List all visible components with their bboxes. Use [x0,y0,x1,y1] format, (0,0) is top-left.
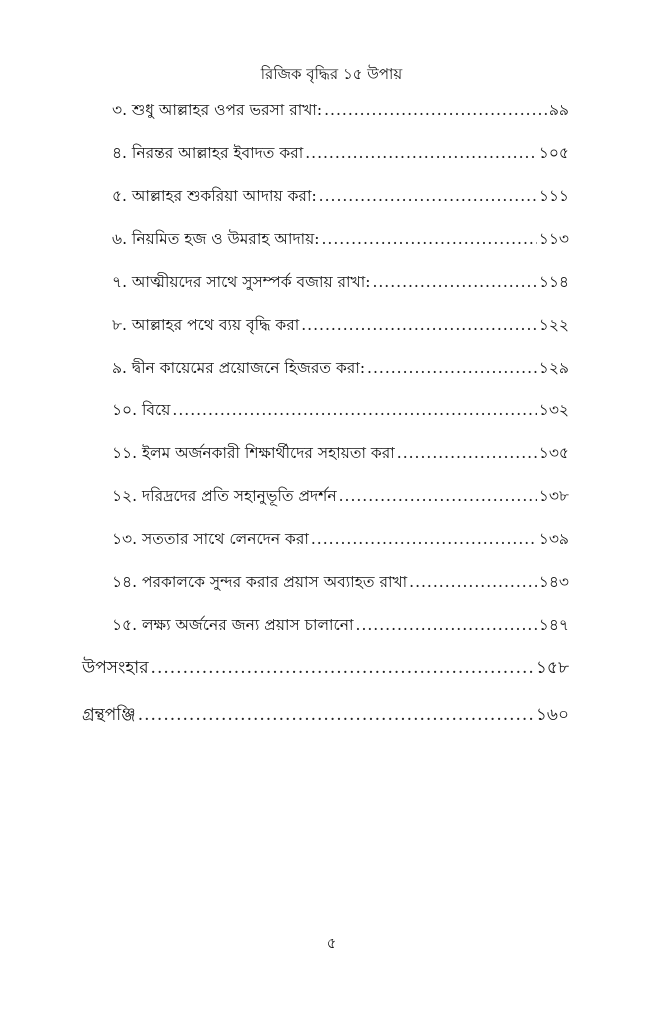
page-number: ৫ [326,934,337,952]
toc-entry-label: ১৫. লক্ষ্য অর্জনের জন্য প্রয়াস চালানো [112,616,354,634]
toc-entry-label: ৩. শুধু আল্লাহর ওপর ভরসা রাখা: [112,101,323,119]
toc-entry-label: উপসংহার [82,658,149,678]
toc-entry[interactable] [112,356,569,384]
toc-entry[interactable] [112,313,569,341]
toc-entry[interactable] [112,98,569,126]
toc-entry[interactable] [112,441,569,469]
toc-entry[interactable] [112,184,569,212]
toc-entry-page: ১৩৯ [538,530,569,548]
toc-entry-page: ১১১ [538,187,569,205]
toc-entry-label: ৯. দ্বীন কায়েমের প্রয়োজনে হিজরত করা: [112,359,366,377]
leader-dots [321,230,536,248]
running-header: রিজিক বৃদ্ধির ১৫ উপায় [260,65,403,83]
toc-entry-page: ১৩২ [538,401,569,419]
leader-dots [367,359,537,377]
toc-entry-page: ১৫৮ [535,658,569,678]
leader-dots [339,487,537,505]
toc-entry-label: ১১. ইলম অর্জনকারী শিক্ষার্থীদের সহায়তা করা [112,444,395,462]
toc-entry-label: গ্রন্থপঞ্জি [82,705,136,725]
leader-dots [305,144,537,162]
toc-entry[interactable] [112,527,569,555]
leader-dots [172,401,536,419]
leader-dots [319,187,537,205]
toc-entry-bibliography[interactable] [82,702,569,730]
leader-dots [409,573,537,591]
toc-entry-label: ১০. বিয়ে [112,401,171,419]
toc-entry-label: ৮. আল্লাহর পথে ব্যয় বৃদ্ধি করা [112,316,300,334]
leader-dots [311,530,537,548]
toc-entry-label: ৪. নিরন্তর আল্লাহর ইবাদত করা [112,144,304,162]
toc-entry-page: ১৬০ [535,705,569,725]
toc-entry-conclusion[interactable] [82,655,569,683]
toc-entry-label: ৭. আত্মীয়দের সাথে সুসম্পর্ক বজায় রাখা: [112,273,371,291]
leader-dots [356,616,537,634]
toc-entry[interactable] [112,141,569,169]
toc-entry-page: ১৩৫ [538,444,569,462]
leader-dots [138,705,534,725]
leader-dots [151,658,534,678]
toc-entry-page: ১৩৮ [538,487,569,505]
toc-entry[interactable] [112,227,569,255]
toc-entry-label: ৫. আল্লাহর শুকরিয়া আদায় করা: [112,187,317,205]
toc-entry-page: ৯৯ [548,101,569,119]
toc-entry-label: ১৪. পরকালকে সুন্দর করার প্রয়াস অব্যাহত রাখা [112,573,408,591]
toc-entry-page: ১০৫ [538,144,569,162]
leader-dots [324,101,547,119]
toc-entry-page: ১১৩ [538,230,569,248]
toc-entry-page: ১১৪ [538,273,569,291]
leader-dots [372,273,536,291]
toc-entry-label: ৬. নিয়মিত হজ ও উমরাহ আদায়: [112,230,320,248]
toc-entry[interactable] [112,398,569,426]
toc-entry[interactable] [112,270,569,298]
leader-dots [397,444,537,462]
toc-entry-page: ১৪৩ [538,573,569,591]
toc-entry-page: ১২২ [538,316,569,334]
toc-entry[interactable] [112,570,569,598]
toc-entry-page: ১৪৭ [538,616,569,634]
toc-entry-page: ১২৯ [538,359,569,377]
toc-entry[interactable] [112,613,569,641]
toc-entry[interactable] [112,484,569,512]
leader-dots [301,316,537,334]
toc-entry-label: ১২. দরিদ্রদের প্রতি সহানুভূতি প্রদর্শন [112,487,337,505]
toc-entry-label: ১৩. সততার সাথে লেনদেন করা [112,530,309,548]
